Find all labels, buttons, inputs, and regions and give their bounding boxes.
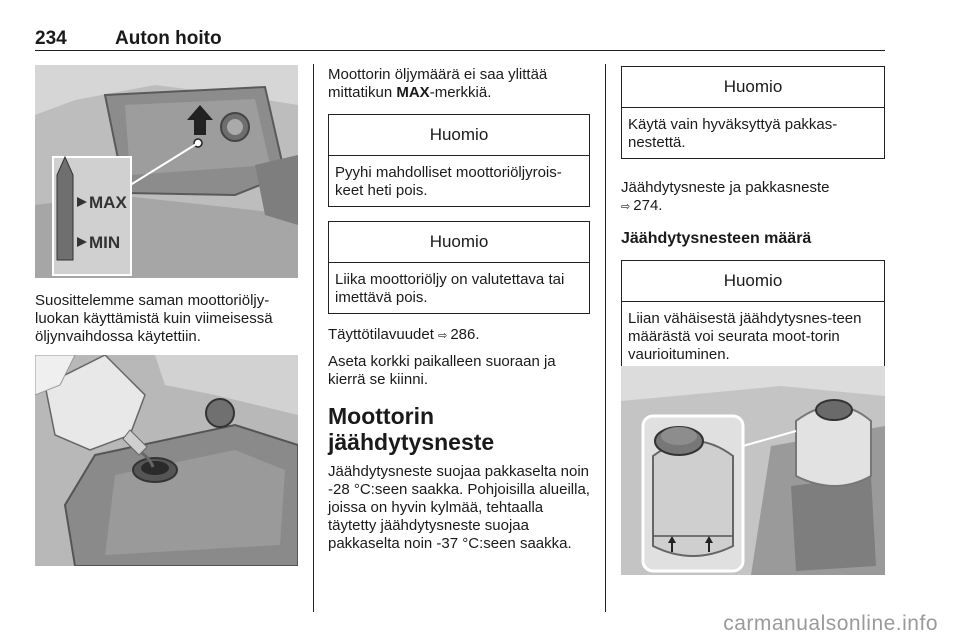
coolant-tank-illustration — [621, 366, 885, 575]
capacities-reference: Täyttötilavuudet ⇨ 286. — [328, 326, 480, 343]
oil-pouring-illustration — [35, 355, 298, 566]
cap-instruction-text: Aseta korkki paikalleen suoraan ja kierrä se kiinni. — [328, 353, 556, 388]
column-left — [35, 292, 300, 354]
max-mark: MAX — [396, 84, 430, 101]
notice-title: Huomio — [329, 115, 589, 156]
page-header — [35, 16, 885, 51]
section-title: Auton hoito — [115, 28, 222, 49]
oil-level-text: Moottorin öljymäärä ei saa ylittää mittatikun MAX-merkkiä. — [328, 66, 548, 101]
notice-title: Huomio — [622, 261, 884, 302]
min-label: MIN — [89, 233, 121, 252]
page-number: 234 — [35, 28, 67, 49]
page-reference-icon: ⇨ — [438, 330, 451, 342]
column-right — [621, 66, 885, 385]
notice-body: Liika moottoriöljy on valutettava tai imettävä pois. — [335, 271, 565, 306]
coolant-text: Jäähdytysneste suojaa pakkaselta noin -28 °C:seen saakka. Pohjoisilla alueilla, joissa on hyvin kylmää, tehtaalla täytetty jäähdytysneste suojaa pakkaselta noin -37 °C:seen saakka. — [328, 463, 590, 552]
column-divider — [605, 64, 606, 612]
notice-title: Huomio — [329, 222, 589, 263]
notice-box — [328, 114, 590, 207]
coolant-heading: Moottorin jäähdytysneste — [328, 403, 495, 455]
column-divider — [313, 64, 314, 612]
antifreeze-reference: Jäähdytysneste ja pakkasneste ⇨ 274. — [621, 179, 830, 214]
engine-oil-dipstick-illustration — [35, 65, 298, 278]
column-middle — [328, 66, 590, 561]
watermark: carmanualsonline.info — [723, 612, 938, 635]
notice-box — [328, 221, 590, 314]
max-label: MAX — [89, 193, 127, 212]
oil-recommendation-text: Suosittelemme saman moottoriöljy-luokan käyttämistä kuin viimeisessä öljynvaihdossa käytettiin. — [35, 292, 273, 345]
notice-box — [621, 66, 885, 159]
notice-body: Käytä vain hyväksyttyä pakkas-nestettä. — [628, 116, 838, 151]
notice-body: Pyyhi mahdolliset moottoriöljyrois-keet heti pois. — [335, 164, 562, 199]
page-reference-icon: ⇨ — [621, 201, 634, 213]
notice-body: Liian vähäisestä jäähdytysnes-teen määrästä voi seurata moot-torin vaurioituminen. — [628, 310, 862, 363]
coolant-level-heading: Jäähdytysnesteen määrä — [621, 230, 812, 247]
notice-title: Huomio — [622, 67, 884, 108]
notice-box — [621, 260, 885, 371]
